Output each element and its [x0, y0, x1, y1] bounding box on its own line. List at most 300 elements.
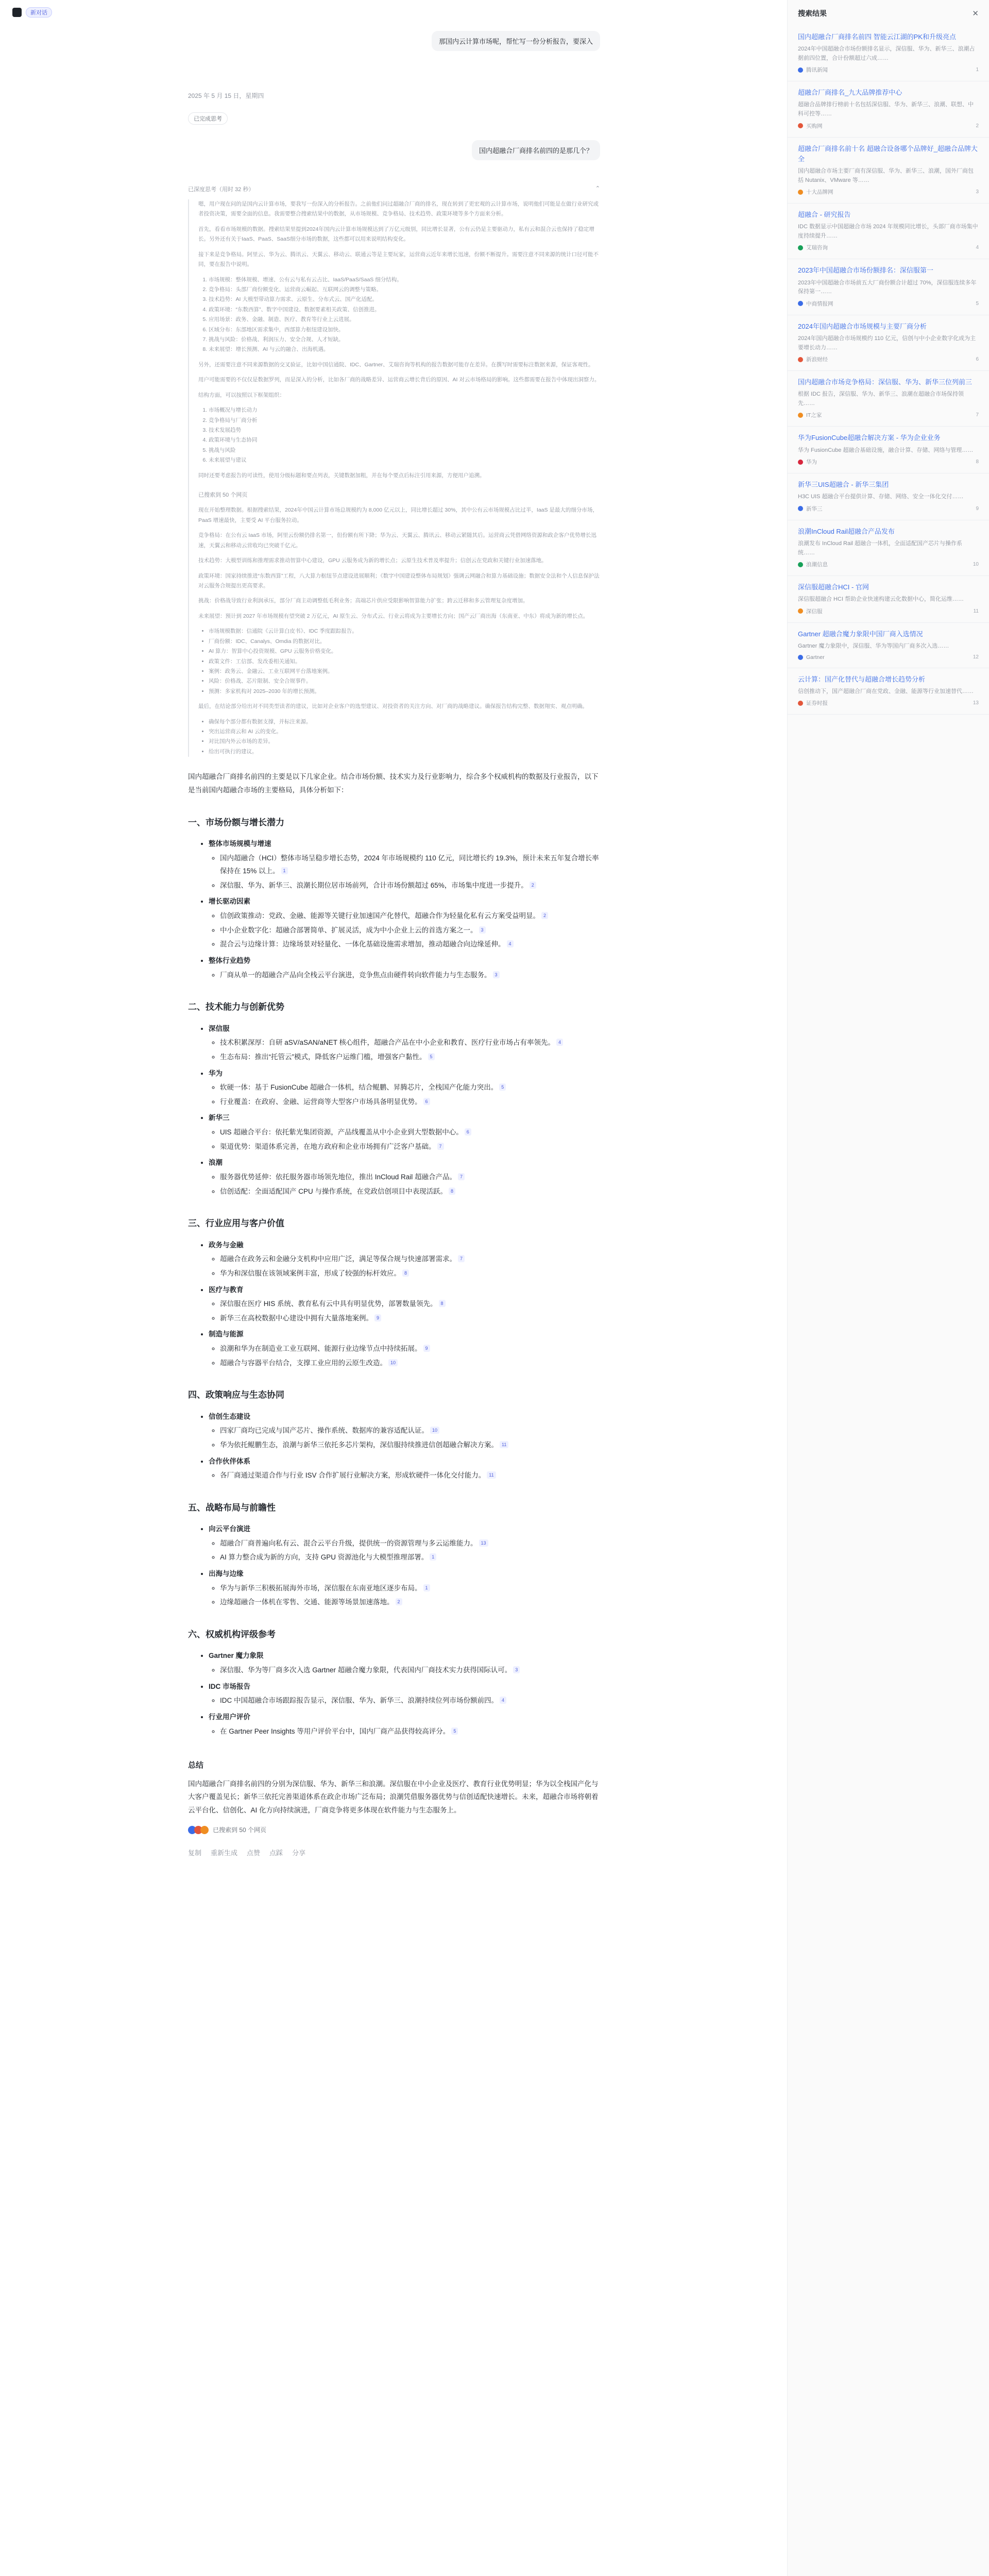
search-results-panel [787, 0, 989, 2576]
result-source [798, 411, 979, 419]
section-group [209, 1239, 600, 1280]
section-title: 四、政策响应与生态协同 [188, 1390, 284, 1400]
group-points [220, 1725, 600, 1738]
group-heading: 增长驱动因素 [209, 897, 250, 906]
thinking-list-item: • 预测：多家机构对 2025–2030 年的增长预测。 [209, 687, 600, 697]
section-group [209, 1111, 600, 1153]
group-points [220, 1424, 600, 1451]
result-snippet: IDC 数据显示中国超融合市场 2024 年规模同比增长，头部厂商市场集中度持续提升…… [798, 224, 978, 239]
search-result-item[interactable] [788, 427, 989, 473]
result-index: 9 [976, 505, 979, 512]
thinking-paragraph: 结构方面，可以按照以下框架组织： [198, 392, 285, 398]
result-source [798, 699, 979, 707]
group-heading: 信创生态建设 [209, 1412, 250, 1420]
result-source [798, 561, 979, 568]
point-text: 新华三在高校数据中心建设中拥有大量落地案例。 [220, 1314, 373, 1322]
group-heading: 新华三 [209, 1114, 230, 1122]
source-name: Gartner [806, 654, 825, 660]
group-point [220, 924, 600, 937]
point-text: 厂商从单一的超融合产品向全栈云平台演进，竞争焦点由硬件转向软件能力与生态服务。 [220, 971, 491, 979]
result-title[interactable]: 国内超融合厂商排名前四 智能云江湖的PK和升级亮点 [798, 33, 956, 41]
group-point [220, 1438, 600, 1452]
site-favicon-icon [798, 562, 803, 567]
site-favicon-icon [798, 655, 803, 660]
result-snippet: 2024年国内超融合市场规模约 110 亿元，信创与中小企业数字化成为主要增长动力…… [798, 335, 976, 351]
point-text: 四家厂商均已完成与国产芯片、操作系统、数据库的兼容适配认证。 [220, 1427, 429, 1435]
group-heading: 政务与金融 [209, 1241, 244, 1249]
point-text: 超融合厂商普遍向私有云、混合云平台升级，提供统一的资源管理与多云运维能力。 [220, 1539, 478, 1547]
search-result-item[interactable] [788, 576, 989, 623]
result-snippet: Gartner 魔力象限中，深信服、华为等国内厂商多次入选…… [798, 643, 949, 650]
thinking-list-item: • 市场规模数据：信通院《云计算白皮书》、IDC 季度跟踪报告。 [209, 626, 600, 636]
result-title[interactable]: 2024年国内超融合市场规模与主要厂商分析 [798, 322, 927, 330]
result-snippet: 根据 IDC 报告，深信服、华为、新华三、浪潮在超融合市场保持领先…… [798, 391, 964, 406]
point-text: 华为依托鲲鹏生态，浪潮与新华三依托多芯片架构，深信服持续推进信创超融合解决方案。 [220, 1440, 498, 1449]
group-item [209, 837, 600, 892]
group-points [220, 1469, 600, 1482]
point-text: 超融合与容器平台结合，支撑工业应用的云原生改造。 [220, 1359, 387, 1367]
group-heading: 医疗与教育 [209, 1285, 244, 1294]
thinking-list-item: 6. 区域分布：东部地区需求集中，西部算力枢纽建设加快。 [209, 325, 600, 335]
result-index: 5 [976, 300, 979, 307]
result-source [798, 458, 979, 466]
point-text: 信创适配：全面适配国产 CPU 与操作系统，在党政信创项目中表现活跃。 [220, 1187, 448, 1195]
thinking-list-item: 4. 政策环境与生态协同 [209, 435, 600, 445]
citation-badge[interactable]: 11 [500, 1441, 508, 1448]
result-snippet: H3C UIS 超融合平台提供计算、存储、网络、安全一体化交付…… [798, 494, 964, 500]
result-snippet: 浪潮发布 InCloud Rail 超融合一体机，全面适配国产芯片与操作系统…… [798, 540, 963, 556]
site-favicon-icon [798, 123, 803, 128]
group-points [220, 1171, 600, 1198]
citation-badge[interactable]: 3 [513, 1666, 520, 1673]
answer-action-button[interactable]: 点踩 [269, 1849, 283, 1857]
result-source [798, 122, 979, 130]
section-group [209, 1567, 600, 1609]
citation-badge[interactable]: 10 [388, 1359, 398, 1366]
section-group [209, 1283, 600, 1325]
search-result-item[interactable] [788, 371, 989, 427]
group-item [209, 1283, 600, 1325]
result-snippet: 信创推动下，国产超融合厂商在党政、金融、能源等行业加速替代…… [798, 688, 974, 694]
answer-action-button[interactable]: 分享 [292, 1849, 306, 1857]
thinking-list-item: 8. 未来展望：增长预测、AI 与云的融合、出海机遇。 [209, 345, 600, 354]
group-point [220, 1126, 600, 1139]
thinking-list-item: 5. 应用场景：政务、金融、制造、医疗、教育等行业上云进展。 [209, 315, 600, 325]
answer-action-button[interactable]: 点赞 [247, 1849, 261, 1857]
group-points [220, 852, 600, 892]
result-snippet: 超融合品牌排行榜前十名包括深信服、华为、新华三、浪潮、联想、中科可控等…… [798, 101, 974, 117]
search-result-item[interactable] [788, 520, 989, 576]
group-point [220, 1312, 600, 1325]
result-title[interactable]: 2023年中国超融合市场份额排名：深信服第一 [798, 266, 933, 275]
result-snippet: 华为 FusionCube 超融合基础设施，融合计算、存储、网络与管理…… [798, 447, 974, 453]
section-group [209, 1067, 600, 1109]
section-group [209, 1710, 600, 1738]
thinking-paragraph: 现在开始整理数据。根据搜索结果，2024年中国云计算市场总规模约为 8,000 亿元以上，同比增长超过 30%，其中公有云市场规模占比过半，IaaS 是最大的细分市场，PaaS 增速最快，主要受 AI 平台服务拉动。 [198, 507, 598, 523]
close-icon[interactable]: ✕ [972, 9, 979, 18]
thinking-paragraph: 未来展望：预计到 2027 年市场规模有望突破 2 万亿元，AI 原生云、分布式云、行业云将成为主要增长方向；国产云厂商出海（东南亚、中东）将成为新的增长点。 [198, 613, 589, 619]
citation-badge[interactable]: 3 [493, 971, 500, 978]
thinking-paragraph: 技术趋势：大模型训练和推理需求推动智算中心建设，GPU 云服务成为新的增长点；云原生技术普及率提升；信创云在党政和关键行业加速落地。 [198, 557, 547, 564]
citation-badge[interactable]: 4 [507, 940, 514, 947]
thinking-list-item: • 对比国内外云市场的差异。 [209, 737, 600, 747]
citation-badge[interactable]: 5 [499, 1083, 506, 1091]
group-points [220, 909, 600, 951]
thinking-paragraph: 嗯，用户现在问的是国内云计算市场，要我写一份深入的分析报告。之前他们问过超融合厂商的排名，现在转到了更宏观的云计算市场，说明他们可能是在做行业研究或者投资决策，需要全面的信息。我需要整合搜索结果中的数据，从市场规模、竞争格局、技术趋势、政策环境等多个方面来分析。 [198, 201, 599, 217]
result-snippet: 2024年中国超融合市场份额排名显示，深信服、华为、新华三、浪潮占据前四位置，合计份额超过六成…… [798, 46, 975, 61]
citation-badge[interactable]: 1 [423, 1584, 430, 1591]
user-message: 那国内云计算市场呢，帮忙写一份分析报告，要深入 [432, 31, 600, 51]
group-heading: 整体行业趋势 [209, 957, 250, 965]
search-result-item[interactable] [788, 81, 989, 137]
search-result-item[interactable] [788, 259, 989, 315]
group-item [209, 1649, 600, 1676]
point-text: 浪潮和华为在制造业工业互联网、能源行业边缘节点中持续拓展。 [220, 1345, 422, 1353]
result-index: 4 [976, 245, 979, 251]
citation-badge[interactable]: 5 [451, 1727, 458, 1735]
group-point [220, 1469, 600, 1482]
thinking-list-item: • AI 算力：智算中心投资规模、GPU 云服务价格变化。 [209, 647, 600, 656]
point-text: AI 算力整合成为新的方向，支持 GPU 资源池化与大模型推理部署。 [220, 1553, 429, 1562]
group-point [220, 1185, 600, 1198]
citation-badge[interactable]: 11 [487, 1471, 496, 1479]
group-heading: 整体市场规模与增速 [209, 839, 271, 848]
point-text: 技术积累深厚：自研 aSV/aSAN/aNET 核心组件，超融合产品在中小企业和教育、医疗行业市场占有率领先。 [220, 1039, 555, 1047]
group-heading: 行业用户评价 [209, 1713, 250, 1721]
citation-badge[interactable]: 1 [430, 1553, 436, 1561]
result-source [798, 66, 979, 74]
citation-badge[interactable]: 9 [423, 1345, 430, 1352]
thinking-paragraph: 政策环境：国家持续推进“东数西算”工程，八大算力枢纽节点建设进展顺利；《数字中国建设整体布局规划》强调云网融合和算力基础设施；数据安全法和个人信息保护法对云服务合规提出更高要求。 [198, 572, 600, 589]
group-points [220, 1664, 600, 1677]
search-result-item[interactable] [788, 138, 989, 204]
point-text: 超融合在政务云和金融分支机构中应用广泛，满足等保合规与快速部署需求。 [220, 1255, 456, 1263]
citation-badge[interactable]: 2 [530, 882, 536, 889]
point-text: 边缘超融合一体机在零售、交通、能源等场景加速落地。 [220, 1598, 394, 1606]
citation-badge[interactable]: 4 [556, 1039, 563, 1046]
thinking-paragraph: 挑战：价格战导致行业利润承压，部分厂商主动调整低毛利业务；高端芯片供应受限影响智算能力扩张；跨云迁移和多云管理复杂度增加。 [198, 598, 528, 604]
point-text: UIS 超融合平台：依托紫光集团资源，产品线覆盖从中小企业到大型数据中心。 [220, 1128, 463, 1137]
thinking-paragraph: 最后，在结论部分给出对不同类型读者的建议，比如对企业客户的选型建议、对投资者的关注方向、对厂商的战略建议。确保报告结构完整、数据翔实、观点明确。 [198, 703, 588, 710]
result-index: 12 [973, 654, 979, 660]
group-item [209, 1239, 600, 1280]
citation-badge[interactable]: 7 [458, 1255, 465, 1262]
group-item [209, 1111, 600, 1153]
point-text: 深信服、华为、新华三、浪潮长期位居市场前列，合计市场份额超过 65%，市场集中度进一步提升。 [220, 881, 528, 889]
search-result-item[interactable] [788, 26, 989, 81]
section-group [209, 1680, 600, 1707]
chevron-up-icon[interactable]: ⌃ [595, 185, 600, 192]
point-text: 服务器优势延伸：依托服务器市场领先地位，推出 InCloud Rail 超融合产品。 [220, 1173, 457, 1181]
thinking-paragraph: 竞争格局：在公有云 IaaS 市场，阿里云份额仍排名第一，但份额有所下降；华为云、天翼云、腾讯云、移动云紧随其后。运营商云凭借网络资源和政企客户优势增长迅速，天翼云和移动云营收均已突破千亿元。 [198, 532, 596, 549]
summary-text: 国内超融合厂商排名前四的分别为深信服、华为、新华三和浪潮。深信服在中小企业及医疗、教育行业优势明显；华为以全栈国产化与大客户覆盖见长；新华三依托完善渠道体系在政企市场广泛布局；浪潮凭借服务器优势与信创适配快速增长。未来，超融合市场将朝着云平台化、信创化、AI 化方向持续演进，厂商竞争将更多体现在软件能力与生态服务上。 [188, 1780, 599, 1814]
result-title[interactable]: 新华三UIS超融合 - 新华三集团 [798, 481, 889, 489]
group-item [209, 1710, 600, 1738]
group-heading: 出海与边缘 [209, 1570, 244, 1578]
citation-badge[interactable]: 7 [458, 1173, 465, 1180]
group-points [220, 1252, 600, 1280]
group-heading: 合作伙伴体系 [209, 1457, 250, 1465]
result-title[interactable]: Gartner 超融合魔力象限中国厂商入选情况 [798, 630, 923, 638]
result-title[interactable]: 华为FusionCube超融合解决方案 - 华为企业业务 [798, 434, 941, 442]
group-point [220, 1357, 600, 1370]
group-point [220, 938, 600, 951]
result-title[interactable]: 深信服超融合HCI - 官网 [798, 583, 869, 591]
group-heading: 浪潮 [209, 1159, 223, 1167]
result-source [798, 355, 979, 363]
point-text: 渠道优势：渠道体系完善，在地方政府和企业市场拥有广泛客户基础。 [220, 1142, 436, 1150]
result-source [798, 300, 979, 308]
group-point [220, 1551, 600, 1564]
result-index: 3 [976, 189, 979, 195]
thinking-list-item: • 风险：价格战、芯片限制、安全合规事件。 [209, 676, 600, 686]
group-heading: Gartner 魔力象限 [209, 1652, 264, 1660]
thinking-list-item: 2. 竞争格局：头部厂商份额变化、运营商云崛起、互联网云的调整与策略。 [209, 285, 600, 295]
citation-badge[interactable]: 10 [430, 1427, 439, 1434]
citation-badge[interactable]: 1 [281, 867, 288, 874]
citation-badge[interactable]: 8 [449, 1188, 455, 1195]
thinking-list-item: • 确保每个部分都有数据支撑，并标注来源。 [209, 717, 600, 727]
site-favicon-icon [798, 608, 803, 614]
group-point [220, 1081, 600, 1094]
group-point [220, 1050, 600, 1064]
search-result-item[interactable] [788, 204, 989, 259]
answer-action-button[interactable]: 复制 [188, 1849, 202, 1857]
site-favicon-icon [798, 245, 803, 250]
section-group [209, 837, 600, 892]
section-group [209, 1410, 600, 1452]
result-source [798, 244, 979, 251]
group-heading: 向云平台演进 [209, 1525, 250, 1533]
thinking-list-item: 1. 市场概况与增长动力 [209, 405, 600, 415]
answer-actions [188, 1847, 600, 1860]
site-favicon-icon [798, 460, 803, 465]
group-point [220, 1140, 600, 1154]
group-item [209, 1156, 600, 1198]
group-point [220, 1694, 600, 1707]
result-title[interactable]: 国内超融合市场竞争格局：深信服、华为、新华三位列前三 [798, 378, 973, 386]
point-text: 华为和深信服在该领域案例丰富，形成了较强的标杆效应。 [220, 1269, 401, 1277]
point-text: 各厂商通过渠道合作与行业 ISV 合作扩展行业解决方案，形成软硬件一体化交付能力。 [220, 1471, 486, 1480]
result-source [798, 505, 979, 513]
group-item [209, 1067, 600, 1109]
group-item [209, 954, 600, 981]
result-snippet: 国内超融合市场主要厂商有深信服、华为、新华三、浪潮，国外厂商包括 Nutanix、VMware 等…… [798, 167, 974, 183]
point-text: 软硬一体：基于 FusionCube 超融合一体机，结合鲲鹏、昇腾芯片，全栈国产化能力突出。 [220, 1083, 498, 1092]
group-item [209, 1567, 600, 1609]
point-text: 国内超融合（HCI）整体市场呈稳步增长态势，2024 年市场规模约 110 亿元，同比增长约 19.3%，预计未来五年复合增长率保持在 15% 以上。 [220, 854, 599, 875]
group-point [220, 852, 600, 878]
group-item [209, 895, 600, 951]
group-points [220, 1297, 600, 1325]
thinking-list-item: 4. 政策环境：“东数西算”、数字中国建设、数据要素相关政策、信创推进。 [209, 305, 600, 315]
summary-title: 总结 [188, 1761, 204, 1770]
citation-badge[interactable]: 9 [374, 1314, 381, 1321]
point-text: 中小企业数字化：超融合部署简单、扩展灵活，成为中小企业上云的首选方案之一。 [220, 926, 478, 934]
point-text: 在 Gartner Peer Insights 等用户评价平台中，国内厂商产品获得较高评分。 [220, 1727, 450, 1735]
group-point [220, 1725, 600, 1738]
citation-badge[interactable]: 6 [465, 1128, 471, 1136]
thinking-paragraph: 另外，还需要注意不同来源数据的交叉验证，比如中国信通院、IDC、Gartner、艾瑞咨询等机构的报告数据可能存在差异。在撰写时需要标注数据来源，保证客观性。 [198, 361, 594, 368]
panel-header [788, 0, 989, 26]
thinking-label: 已深度思考（用时 32 秒） [188, 187, 254, 193]
thinking-list-item: • 案例：政务云、金融云、工业互联网平台落地案例。 [209, 667, 600, 676]
group-points [220, 1126, 600, 1153]
thinking-list-item: 6. 未来展望与建议 [209, 455, 600, 465]
group-heading: 制造与能源 [209, 1330, 244, 1338]
section-group [209, 1455, 600, 1482]
group-item [209, 1328, 600, 1369]
section-title: 二、技术能力与创新优势 [188, 1002, 284, 1012]
group-item [209, 1522, 600, 1564]
citation-badge[interactable]: 4 [500, 1697, 506, 1704]
result-index: 7 [976, 412, 979, 418]
message-date: 2025 年 5 月 15 日，星期四 [188, 92, 264, 99]
point-text: 深信服在医疗 HIS 系统、教育私有云中具有明显优势，部署数量领先。 [220, 1300, 437, 1308]
search-summary[interactable]: 已搜索到 50 个网页 [198, 492, 248, 499]
group-points [220, 1342, 600, 1369]
source-name: 艾瑞咨询 [806, 245, 828, 251]
chat-column [188, 31, 600, 1860]
group-point [220, 1342, 600, 1355]
result-title[interactable]: 超融合厂商排名_九大品牌推荐中心 [798, 89, 902, 97]
source-favicon-icon [200, 1826, 209, 1834]
result-index: 8 [976, 459, 979, 465]
group-point [220, 879, 600, 892]
thinking-paragraph: 首先，看看市场规模的数据。搜索结果里提到2024年国内云计算市场规模达到了万亿元级别，同比增长显著，公有云仍是主要驱动力，私有云和混合云也保持了稳定增长。另外还有关于IaaS、PaaS、SaaS细分市场的数据，这些都可以用来说明结构变化。 [198, 226, 594, 243]
source-name: 中商情报网 [806, 300, 833, 307]
search-result-item[interactable] [788, 315, 989, 371]
sources-label: 已搜索到 50 个网页 [213, 1826, 267, 1834]
result-title[interactable]: 云计算：国产化替代与超融合增长趋势分析 [798, 675, 926, 683]
group-point [220, 1537, 600, 1550]
group-point [220, 909, 600, 923]
group-item [209, 1455, 600, 1482]
section-group [209, 1156, 600, 1198]
result-title[interactable]: 超融合厂商排名前十名 超融合设备哪个品牌好_超融合品牌大全 [798, 144, 978, 163]
source-name: 买购网 [806, 123, 823, 129]
thinking-list-item: 3. 技术趋势：AI 大模型带动算力需求、云原生、分布式云、国产化适配。 [209, 295, 600, 304]
thinking-list-item: • 突出运营商云和 AI 云的变化。 [209, 727, 600, 737]
brand [12, 7, 52, 18]
result-source [798, 188, 979, 196]
point-text: 生态布局：推出“托管云”模式，降低客户运维门槛，增强客户黏性。 [220, 1053, 427, 1061]
section-group [209, 895, 600, 951]
citation-badge[interactable]: 3 [479, 926, 486, 934]
new-chat-button[interactable]: 新对话 [26, 7, 52, 18]
group-points [220, 969, 600, 982]
source-name: 腾讯新闻 [806, 67, 828, 74]
group-point [220, 1596, 600, 1609]
source-name: 十大品牌网 [806, 189, 833, 196]
group-point [220, 1095, 600, 1109]
source-name: 浪潮信息 [806, 562, 828, 568]
thinking-list-item: • 厂商份额：IDC、Canalys、Omdia 的数据对比。 [209, 637, 600, 647]
thinking-list-item: • 政策文件：工信部、发改委相关通知。 [209, 657, 600, 667]
section-title: 五、战略布局与前瞻性 [188, 1502, 276, 1513]
result-index: 2 [976, 123, 979, 129]
group-heading: 华为 [209, 1069, 223, 1077]
section-title: 一、市场份额与增长潜力 [188, 817, 284, 827]
result-source [798, 654, 979, 660]
point-text: 华为与新华三积极拓展海外市场，深信服在东南亚地区逐步布局。 [220, 1584, 422, 1592]
thinking-list-item: 2. 竞争格局与厂商分析 [209, 416, 600, 426]
citation-badge[interactable]: 13 [479, 1539, 488, 1547]
thinking-body [188, 199, 600, 757]
thinking-list-item: 3. 技术发展趋势 [209, 426, 600, 435]
search-result-item[interactable] [788, 623, 989, 668]
group-points [220, 1694, 600, 1707]
citation-badge[interactable]: 6 [423, 1098, 430, 1105]
thinking-header[interactable] [188, 185, 600, 193]
result-source [798, 607, 979, 615]
point-text: 信创政策推动：党政、金融、能源等关键行业加速国产化替代，超融合作为轻量化私有云方案受益明显。 [220, 912, 540, 920]
site-favicon-icon [798, 413, 803, 418]
result-snippet: 深信服超融合 HCI 帮助企业快速构建云化数据中心，简化运维…… [798, 596, 964, 603]
citation-badge[interactable]: 2 [541, 912, 548, 919]
result-index: 10 [973, 562, 979, 568]
search-result-item[interactable] [788, 473, 989, 520]
citation-badge[interactable]: 2 [396, 1598, 402, 1605]
group-heading: IDC 市场报告 [209, 1682, 250, 1690]
source-name: 证券时报 [806, 700, 828, 707]
answer [188, 770, 600, 1860]
thinking-paragraph: 接下来是竞争格局。阿里云、华为云、腾讯云、天翼云、移动云、联通云等是主要玩家，运营商云近年来增长迅速，份额不断提升。需要注意不同来源的统计口径可能不同，要在报告中说明。 [198, 251, 599, 268]
citation-badge[interactable]: 8 [402, 1269, 409, 1277]
site-favicon-icon [798, 190, 803, 195]
source-name: 新浪财经 [806, 357, 828, 363]
answer-action-button[interactable]: 重新生成 [211, 1849, 238, 1857]
group-point [220, 1036, 600, 1049]
section-title: 三、行业应用与客户价值 [188, 1218, 284, 1229]
source-name: 深信服 [806, 608, 823, 615]
citation-badge[interactable]: 7 [437, 1143, 444, 1150]
thinking-paragraph: 同时还要考虑报告的可读性，使用分级标题和要点列表，关键数据加粗，并在每个要点后标注引用来源，方便用户追溯。 [198, 472, 485, 479]
result-title[interactable]: 超融合 - 研究报告 [798, 211, 851, 219]
point-text: IDC 中国超融合市场跟踪报告显示，深信服、华为、新华三、浪潮持续位列市场份额前四。 [220, 1697, 498, 1705]
point-text: 深信服、华为等厂商多次入选 Gartner 超融合魔力象限，代表国内厂商技术实力获得国际认可。 [220, 1666, 512, 1674]
group-item [209, 1680, 600, 1707]
result-snippet: 2023年中国超融合市场前五大厂商份额合计超过 70%，深信服连续多年保持第一…… [798, 279, 977, 295]
group-point [220, 1664, 600, 1677]
result-index: 1 [976, 67, 979, 73]
group-item [209, 1022, 600, 1064]
section-group [209, 1649, 600, 1676]
site-favicon-icon [798, 67, 803, 73]
search-result-item[interactable] [788, 668, 989, 715]
result-index: 13 [973, 700, 979, 706]
thinking-list-item: • 给出可执行的建议。 [209, 747, 600, 757]
source-name: IT之家 [806, 412, 822, 419]
citation-badge[interactable]: 5 [428, 1053, 435, 1060]
panel-title: 搜索结果 [798, 9, 827, 18]
citation-badge[interactable]: 8 [439, 1300, 446, 1307]
sources-row[interactable] [188, 1824, 600, 1836]
thinking-list-item: 5. 挑战与风险 [209, 446, 600, 455]
group-points [220, 1537, 600, 1564]
site-favicon-icon [798, 357, 803, 362]
group-point [220, 1252, 600, 1266]
group-points [220, 1081, 600, 1108]
thinking-paragraph: 用户可能需要的不仅仅是数据罗列，而是深入的分析，比如各厂商的战略差异、运营商云增长背后的原因、AI 对云市场格局的影响。这些都需要在报告中体现出洞察力。 [198, 377, 600, 383]
group-point [220, 1171, 600, 1184]
deepseek-logo-icon [12, 8, 22, 17]
source-name: 新华三 [806, 505, 823, 512]
source-name: 华为 [806, 459, 817, 466]
section-group [209, 1022, 600, 1064]
result-title[interactable]: 浪潮InCloud Rail超融合产品发布 [798, 527, 895, 535]
thinking-chip[interactable]: 已完成思考 [188, 112, 228, 125]
